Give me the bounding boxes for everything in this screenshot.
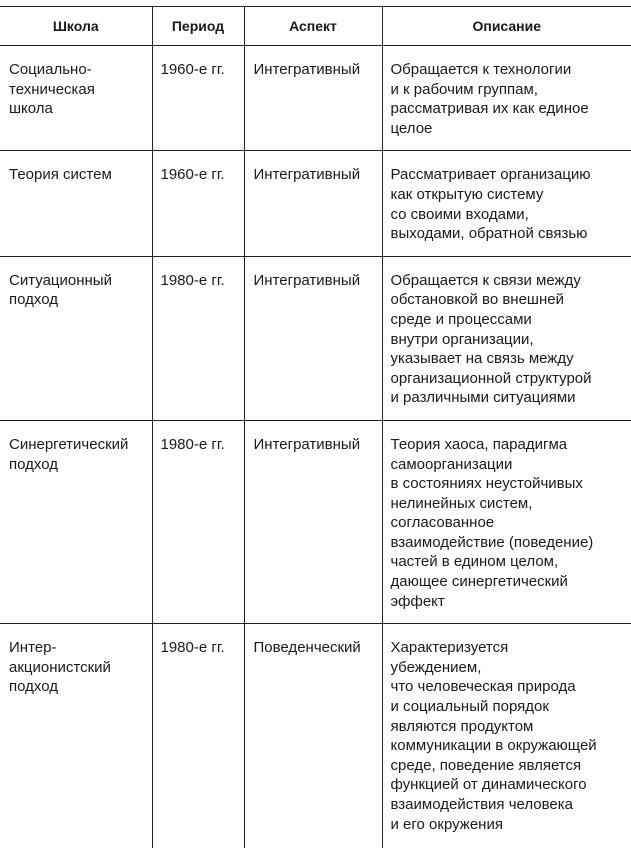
period-cell: 1960-е гг. xyxy=(152,151,244,256)
description-line: целое xyxy=(391,119,628,139)
description-line: что человеческая природа xyxy=(391,677,628,697)
description-line: взаимодействие (поведение) xyxy=(391,533,628,553)
school-cell xyxy=(0,256,152,420)
school-cell xyxy=(0,46,152,151)
description-line: дающее синергетический xyxy=(391,572,628,592)
school-line: Теория систем xyxy=(9,165,152,185)
school-line: подход xyxy=(9,290,152,310)
table-row xyxy=(0,46,631,151)
description-line: и его окружения xyxy=(391,815,628,835)
school-cell xyxy=(0,420,152,623)
school-cell xyxy=(0,624,152,848)
header-description: Описание xyxy=(382,7,631,46)
description-line: организационной структурой xyxy=(391,369,628,389)
description-line: указывает на связь между xyxy=(391,349,628,369)
school-cell xyxy=(0,151,152,256)
description-line: Обращается к связи между xyxy=(391,271,628,291)
description-line: являются продуктом xyxy=(391,717,628,737)
school-line: школа xyxy=(9,99,152,119)
description-line: как открытую систему xyxy=(391,185,628,205)
period-cell: 1960-е гг. xyxy=(152,46,244,151)
description-line: внутри организации, xyxy=(391,330,628,350)
description-line: Характеризуется xyxy=(391,638,628,658)
description-line: нелинейных систем, xyxy=(391,494,628,514)
aspect-cell: Интегративный xyxy=(244,256,382,420)
description-line: среде и процессами xyxy=(391,310,628,330)
description-line: со своими входами, xyxy=(391,205,628,225)
table-header xyxy=(0,7,631,46)
description-cell xyxy=(382,420,631,623)
description-cell xyxy=(382,256,631,420)
school-line: Ситуационный xyxy=(9,271,152,291)
period-cell: 1980-е гг. xyxy=(152,256,244,420)
description-line: частей в едином целом, xyxy=(391,552,628,572)
description-line: взаимодействия человека xyxy=(391,795,628,815)
description-line: убеждением, xyxy=(391,658,628,678)
header-aspect: Аспект xyxy=(244,7,382,46)
school-line: подход xyxy=(9,455,152,475)
school-line: Социально- xyxy=(9,60,152,80)
description-line: функцией от динамического xyxy=(391,775,628,795)
period-cell: 1980-е гг. xyxy=(152,420,244,623)
description-line: согласованное xyxy=(391,513,628,533)
description-line: Обращается к технологии xyxy=(391,60,628,80)
period-cell: 1980-е гг. xyxy=(152,624,244,848)
table-row xyxy=(0,420,631,623)
description-line: рассматривая их как единое xyxy=(391,99,628,119)
aspect-cell: Интегративный xyxy=(244,151,382,256)
table-body xyxy=(0,46,631,848)
school-line: Синергетический xyxy=(9,435,152,455)
school-line: техническая xyxy=(9,80,152,100)
description-line: Теория хаоса, парадигма xyxy=(391,435,628,455)
description-line: коммуникации в окружающей xyxy=(391,736,628,756)
description-line: самоорганизации xyxy=(391,455,628,475)
description-line: и к рабочим группам, xyxy=(391,80,628,100)
description-cell xyxy=(382,46,631,151)
table-row xyxy=(0,256,631,420)
school-line: Интер- xyxy=(9,638,152,658)
table-row xyxy=(0,624,631,848)
description-line: и различными ситуациями xyxy=(391,388,628,408)
aspect-cell: Поведенческий xyxy=(244,624,382,848)
description-cell xyxy=(382,624,631,848)
description-line: эффект xyxy=(391,592,628,612)
school-line: акционистский xyxy=(9,658,152,678)
description-line: обстановкой во внешней xyxy=(391,290,628,310)
description-line: и социальный порядок xyxy=(391,697,628,717)
header-school: Школа xyxy=(0,7,152,46)
header-row xyxy=(0,7,631,46)
description-line: в состояниях неустойчивых xyxy=(391,474,628,494)
aspect-cell: Интегративный xyxy=(244,46,382,151)
header-period: Период xyxy=(152,7,244,46)
description-cell xyxy=(382,151,631,256)
description-line: Рассматривает организацию xyxy=(391,165,628,185)
table-row xyxy=(0,151,631,256)
schools-table xyxy=(0,6,631,848)
description-line: среде, поведение является xyxy=(391,756,628,776)
description-line: выходами, обратной связью xyxy=(391,224,628,244)
school-line: подход xyxy=(9,677,152,697)
aspect-cell: Интегративный xyxy=(244,420,382,623)
